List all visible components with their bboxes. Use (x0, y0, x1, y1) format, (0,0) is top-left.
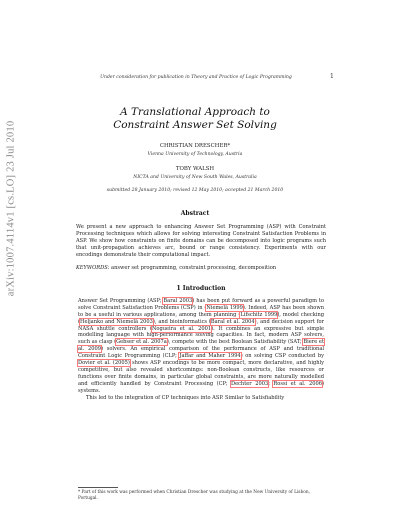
paragraph-text: shows ASP encodings to be more compact, more declarative, and highly competitive, but also revealed shortcomings: non-Boolean constructs, like resources or functions over finite domains, in particular global constraints, are more naturally modelled and efficiently handled by Constraint Processing (CP; (78, 360, 324, 387)
paragraph-text: ) systems. (78, 380, 325, 394)
introduction-paragraph-2: This led to the integration of CP techniques into ASP. Similar to Satisfiability (86, 394, 285, 401)
citation-link[interactable]: Biere et al. 2009 (78, 339, 324, 353)
citation-link[interactable]: Lifschitz 1999 (240, 311, 278, 318)
title-line-1: A Translational Approach to (120, 106, 270, 118)
introduction-heading: 1 Introduction (176, 285, 226, 292)
citation-link[interactable]: Nogueira et al. 2001 (151, 325, 212, 332)
paragraph-text: ) on solving CSP conducted by (240, 353, 324, 360)
abstract-text: We present a new approach to enhancing Answer Set Programming (ASP) with Constraint Processing techniques which allows for solving interesting Constraint Satisfaction Problems in ASP. We show how constraints on finite domains can be decomposed into logic programs such that unit-propagation achieves arc, bound or range consistency. Experiments with our encodings demonstrate their computational impact. (76, 224, 326, 258)
footnote: * Part of this work was performed when Christian Drescher was studying at the New University of Lisbon, Portugal. (78, 490, 310, 501)
paragraph-text: Answer Set Programming (ASP; (78, 297, 164, 304)
author-affiliation-2: NICTA and University of New South Wales, Australia (133, 175, 257, 180)
keywords (76, 265, 326, 271)
arxiv-identifier-stamp (2, 120, 20, 296)
citation-link[interactable]: Baral et al. 2004 (210, 318, 255, 325)
citation-link[interactable]: Heljanko and Niemelä 2003 (80, 318, 153, 325)
paragraph-text: ) has been put forward as a powerful paradigm to solve Constraint Satisfaction Problems (CSP) in ( (78, 297, 324, 311)
introduction-paragraph-1 (78, 298, 324, 395)
running-head: Under consideration for publication in Theory and Practice of Logic Programming (100, 75, 292, 80)
keywords-label: KEYWORDS: (76, 265, 110, 271)
author-name-1: CHRISTIAN DRESCHER* (159, 143, 231, 149)
paragraph-text: ), model checking ( (78, 311, 324, 325)
paragraph-text: ), compete with the best Boolean Satisfiability (SAT; (166, 339, 304, 346)
author-affiliation-1: Vienna University of Technology, Austria (147, 152, 243, 157)
introduction-section (78, 286, 324, 402)
footnote-rule (78, 487, 118, 488)
page-number: 1 (330, 73, 334, 80)
submission-dates: submitted 28 January 2010; revised 12 May 2010; accepted 21 March 2010 (106, 188, 284, 193)
paragraph-text: ), and decision support for NASA shuttle controllers ( (78, 318, 324, 332)
citation-link[interactable]: Jaffar and Maher 1994 (179, 353, 241, 360)
paragraph-text: ). Indeed, ASP has been shown to be a useful in various applications, among them planning ( (78, 304, 324, 318)
paragraph-text: ; (268, 380, 274, 387)
title-line-2: Constraint Answer Set Solving (113, 119, 277, 131)
paper-title (60, 106, 330, 132)
citation-link[interactable]: Dovier et al. (2005) (78, 360, 130, 367)
paragraph-text: ) solvers. An empirical comparison of the performance of ASP and traditional Constraint Logic Programming (CLP; (78, 346, 324, 360)
citation-link[interactable]: Baral 2003 (163, 297, 193, 304)
author-name-2: TOBY WALSH (175, 166, 215, 172)
citation-link[interactable]: Rossi et al. 2006 (273, 380, 323, 387)
paragraph-text: ). It combines an expressive but simple modelling language with high-performance solving capacities. In fact, modern ASP solvers, such as clasp ( (78, 325, 324, 346)
citation-link[interactable]: Dechter 2003 (230, 380, 269, 387)
abstract-heading: Abstract (180, 210, 210, 217)
citation-link[interactable]: Niemelä 1999 (206, 304, 243, 311)
citation-link[interactable]: Gebser et al. 2007a (116, 339, 167, 346)
keywords-text: answer set programming, constraint processing, decomposition (109, 265, 277, 271)
paragraph-text: ), and bioinformatics ( (152, 318, 211, 325)
arxiv-identifier: arXiv:1007.4114v1 [cs.LO] 23 Jul 2010 (5, 120, 17, 296)
